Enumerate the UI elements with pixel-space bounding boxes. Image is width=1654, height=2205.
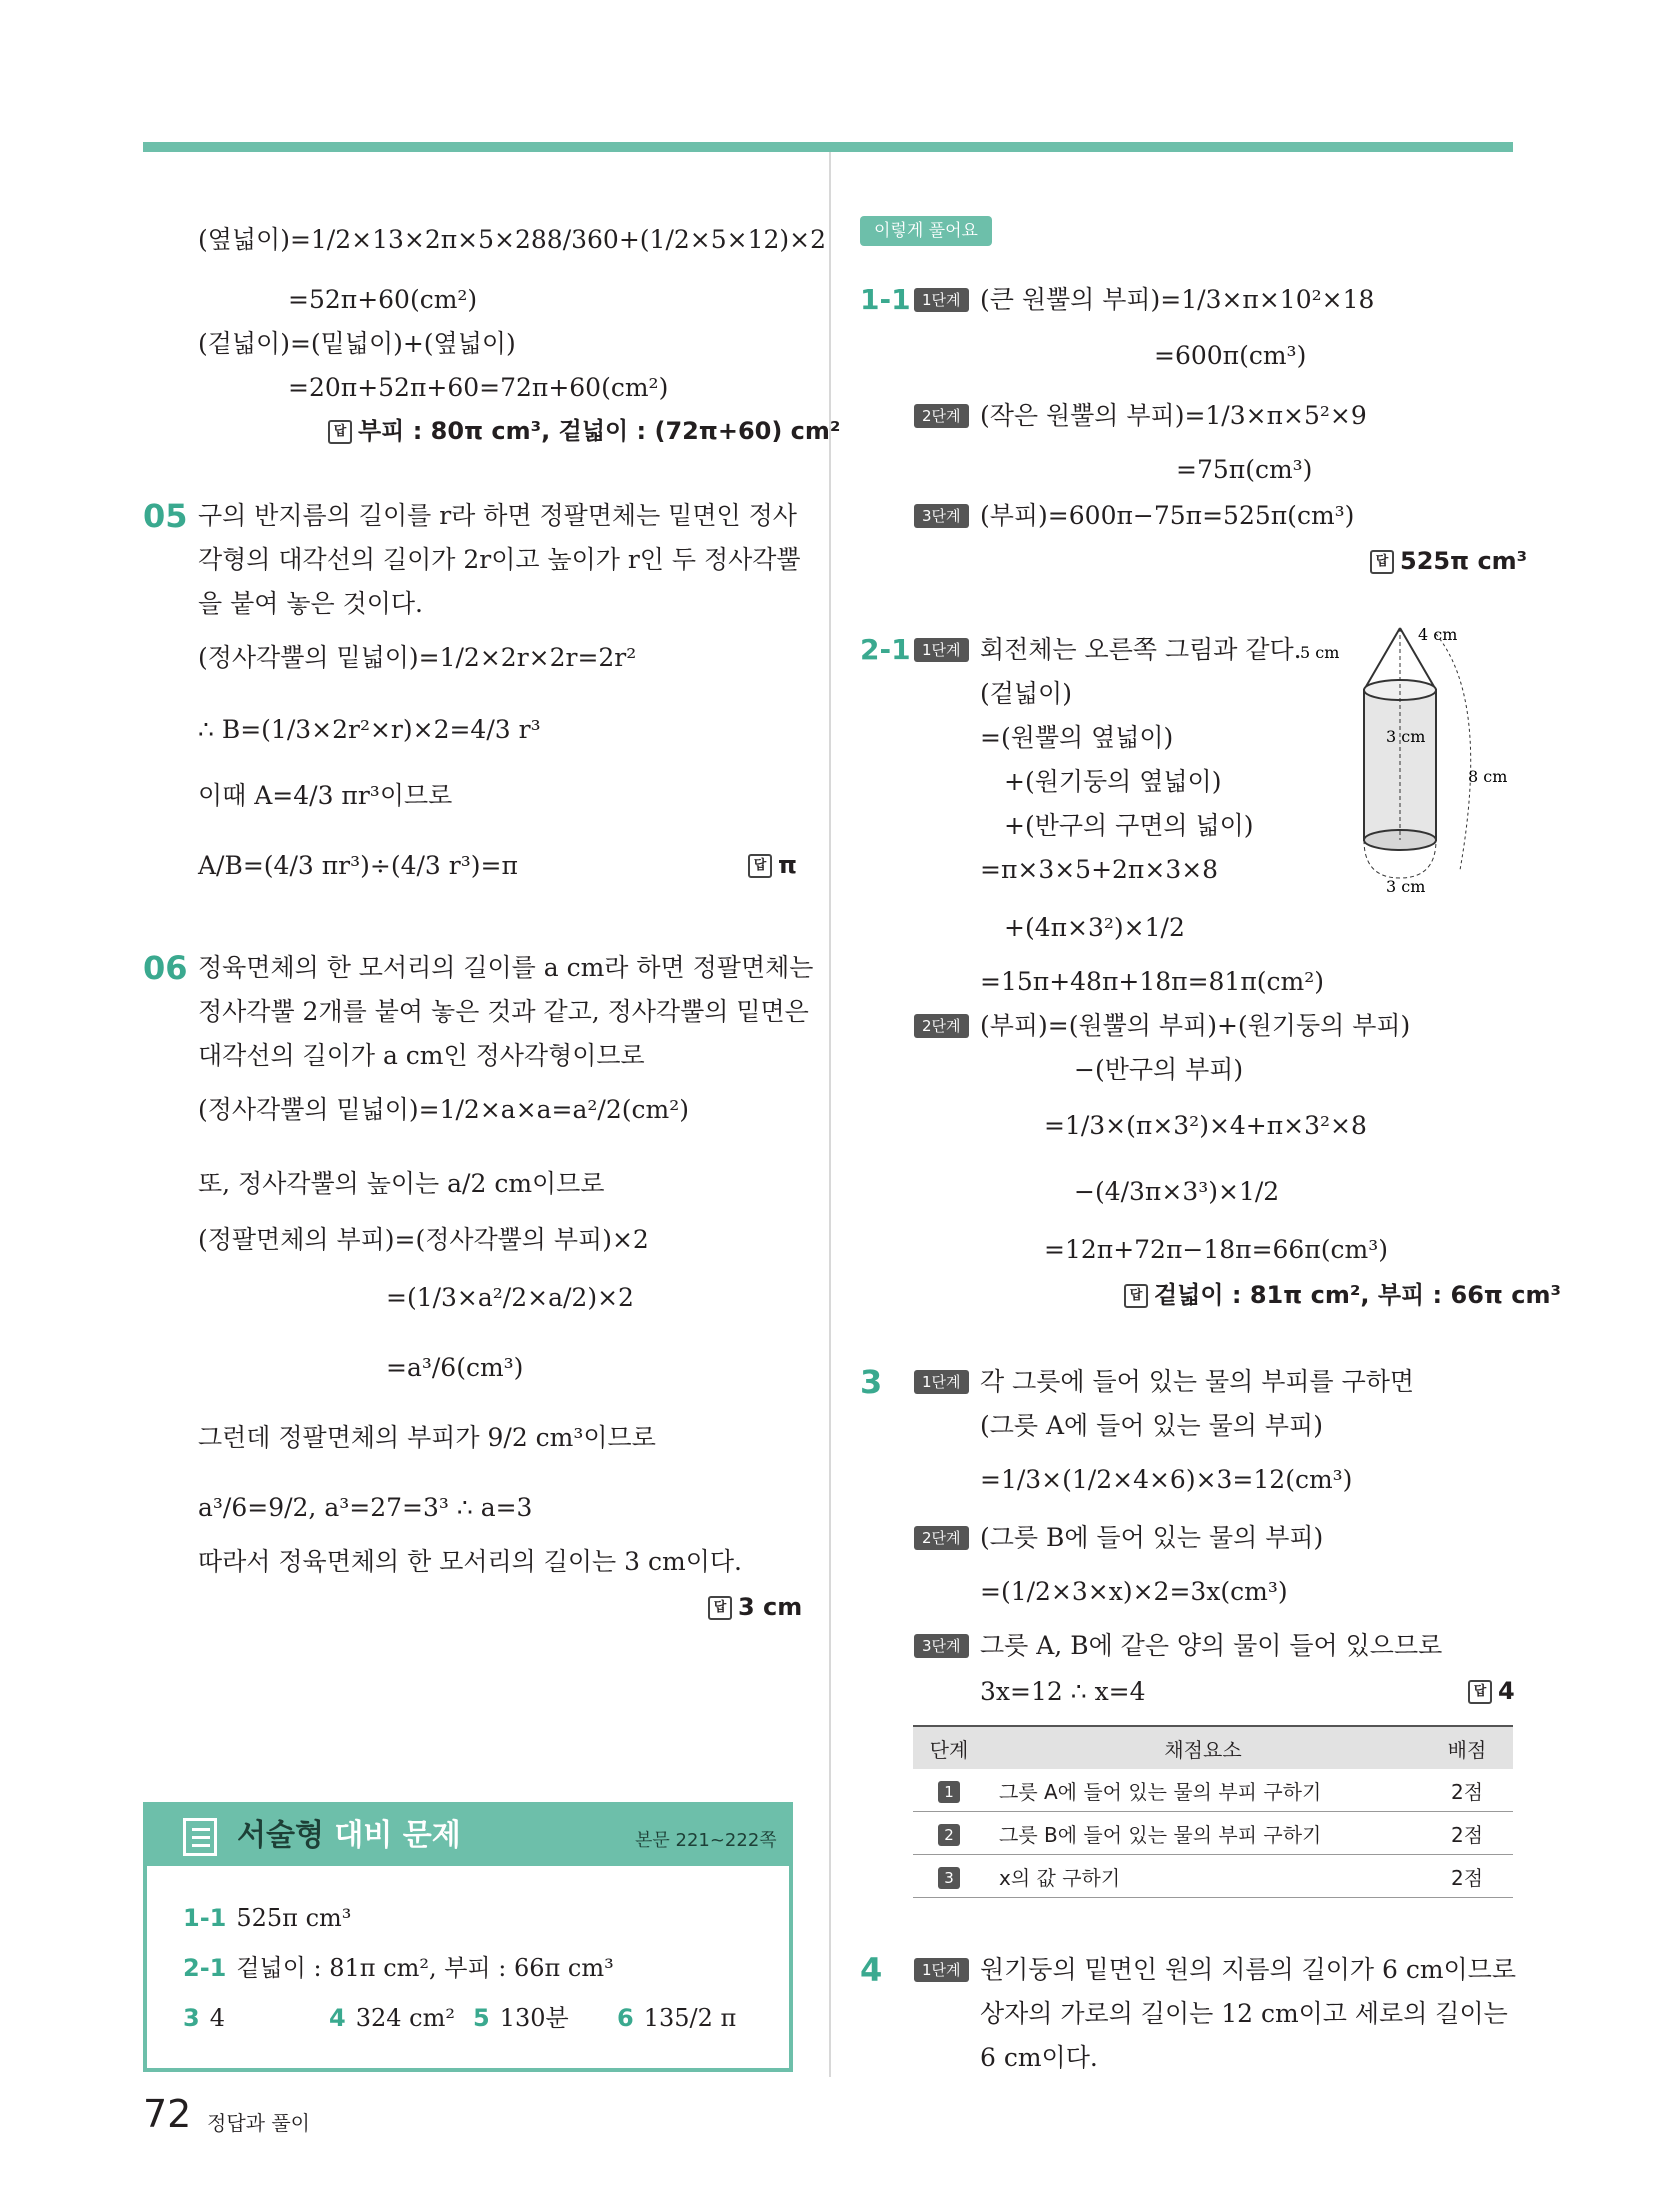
cylinder-top [1364,680,1436,700]
top-accent-bar [143,142,1513,152]
points: 2점 [1421,1769,1513,1812]
p06-line-3: 대각선의 길이가 a cm인 정사각형이므로 [198,1041,645,1070]
q21-line-6: =π×3×5+2π×3×8 [980,855,1219,884]
scoring-table [913,1725,1513,1898]
q21-line-5: +(반구의 구면의 넓이) [1004,811,1254,840]
box-row-3: 3 4 [183,2004,225,2032]
left-line-2: =52π+60(cm²) [288,285,478,314]
step-2-tag: 2단계 [914,1014,969,1038]
answer-icon: 답 [328,420,352,444]
q3-line-6: 그릇 A, B에 같은 양의 물이 들어 있으므로 [980,1631,1443,1660]
q21-line-12: −(4/3π×3³)×1/2 [1074,1177,1280,1206]
p05-line-3: 을 붙여 놓은 것이다. [198,589,423,618]
q11-line-1: (큰 원뿔의 부피)=1/3×π×10²×18 [980,285,1375,314]
problem-06-number: 06 [143,949,188,987]
q11-line-4: =75π(cm³) [1176,455,1313,484]
q11-number: 1-1 [860,283,911,316]
header-criteria: 채점요소 [985,1726,1421,1769]
table-row [913,1812,1513,1855]
answer-icon: 답 [1468,1680,1492,1704]
box-row-6: 6 135/2 π [617,2004,737,2032]
label-5cm: 5 cm [1300,643,1340,662]
box-row-2: 2-1 겉넓이 : 81π cm², 부피 : 66π cm³ [183,1954,614,1982]
q4-number: 4 [860,1951,883,1989]
step-3-tag: 3단계 [914,504,969,528]
step-1-tag: 1단계 [914,288,969,312]
box-row-1: 1-1 525π cm³ [183,1904,352,1932]
q4-line-1: 원기둥의 밑면인 원의 지름의 길이가 6 cm이므로 [980,1955,1516,1984]
answer-q3: 답 4 [1468,1674,1515,1708]
page-number: 72 [143,2092,192,2136]
height-brace [1436,634,1471,870]
p06-line-5: 또, 정사각뿔의 높이는 a/2 cm이므로 [198,1169,605,1198]
left-line-4: =20π+52π+60=72π+60(cm²) [288,373,669,402]
box-header [147,1806,789,1866]
left-line-3: (겉넓이)=(밑넓이)+(옆넓이) [198,329,516,358]
table-header-row [913,1726,1513,1769]
p06-line-10: a³/6=9/2, a³=27=3³ ∴ a=3 [198,1493,533,1522]
points: 2점 [1421,1812,1513,1855]
checklist-icon [183,1818,217,1856]
label-3cm-top: 3 cm [1386,727,1426,746]
rotation-solid-figure [1300,620,1520,900]
answer-icon: 답 [1370,550,1394,574]
q21-line-10: −(반구의 부피) [1074,1055,1244,1084]
answer-icon: 답 [1124,1284,1148,1308]
q4-line-3: 6 cm이다. [980,2043,1098,2072]
q21-line-3: =(원뿔의 옆넓이) [980,723,1174,752]
q21-line-4: +(원기둥의 옆넓이) [1004,767,1222,796]
p06-line-1: 정육면체의 한 모서리의 길이를 a cm라 하면 정팔면체는 [198,953,814,982]
q3-line-3: =1/3×(1/2×4×6)×3=12(cm³) [980,1465,1353,1494]
label-3cm-bottom: 3 cm [1386,877,1426,896]
criteria-text: x의 값 구하기 [985,1855,1421,1898]
problem-05-number: 05 [143,497,188,535]
step-number: 1 [938,1781,960,1803]
label-4cm: 4 cm [1418,625,1458,644]
p05-line-2: 각형의 대각선의 길이가 2r이고 높이가 r인 두 정사각뿔 [198,545,801,574]
box-row-4: 4 324 cm² [329,2004,455,2032]
p06-line-8: =a³/6(cm³) [386,1353,524,1382]
q21-line-7: +(4π×3²)×1/2 [1004,913,1185,942]
q11-line-3: (작은 원뿔의 부피)=1/3×π×5²×9 [980,401,1367,430]
p05-line-4: (정사각뿔의 밑넓이)=1/2×2r×2r=2r² [198,643,637,672]
header-points: 배점 [1421,1726,1513,1769]
q11-line-2: =600π(cm³) [1154,341,1307,370]
step-3-tag: 3단계 [914,1634,969,1658]
p06-line-7: =(1/3×a²/2×a/2)×2 [386,1283,634,1312]
step-1-tag: 1단계 [914,1370,969,1394]
solution-header-tag: 이렇게 풀어요 [860,216,992,246]
q3-line-7: 3x=12 ∴ x=4 [980,1677,1146,1706]
p06-line-4: (정사각뿔의 밑넓이)=1/2×a×a=a²/2(cm²) [198,1095,689,1124]
p06-line-6: (정팔면체의 부피)=(정사각뿔의 부피)×2 [198,1225,649,1254]
answer-04: 답 부피 : 80π cm³, 겉넓이 : (72π+60) cm² [328,414,840,448]
answer-06: 답 3 cm [708,1590,802,1624]
header-step: 단계 [913,1726,985,1769]
label-8cm: 8 cm [1468,767,1508,786]
q3-line-2: (그릇 A에 들어 있는 물의 부피) [980,1411,1323,1440]
p05-line-6: 이때 A=4/3 πr³이므로 [198,781,453,810]
q21-line-11: =1/3×(π×3²)×4+π×3²×8 [1044,1111,1367,1140]
q4-line-2: 상자의 가로의 길이는 12 cm이고 세로의 길이는 [980,1999,1508,2028]
step-number: 3 [938,1867,960,1889]
criteria-text: 그릇 B에 들어 있는 물의 부피 구하기 [985,1812,1421,1855]
q21-line-1: 회전체는 오른쪽 그림과 같다. [980,635,1302,664]
q21-number: 2-1 [860,633,911,666]
box-row-5: 5 130분 [473,2004,569,2032]
answer-icon: 답 [748,854,772,878]
q21-line-2: (겉넓이) [980,679,1072,708]
box-title: 서술형 대비 문제 [237,1818,461,1853]
step-1-tag: 1단계 [914,1958,969,1982]
q3-line-5: =(1/2×3×x)×2=3x(cm³) [980,1577,1288,1606]
answer-icon: 답 [708,1596,732,1620]
answer-q21: 답 겉넓이 : 81π cm², 부피 : 66π cm³ [1124,1278,1561,1312]
table-row [913,1769,1513,1812]
step-2-tag: 2단계 [914,404,969,428]
step-2-tag: 2단계 [914,1526,969,1550]
p06-line-2: 정사각뿔 2개를 붙여 놓은 것과 같고, 정사각뿔의 밑면은 [198,997,809,1026]
box-page-reference: 본문 221~222쪽 [635,1830,777,1851]
q3-number: 3 [860,1363,883,1401]
p05-line-5: ∴ B=(1/3×2r²×r)×2=4/3 r³ [198,715,541,744]
q21-line-13: =12π+72π−18π=66π(cm³) [1044,1235,1388,1264]
p06-line-11: 따라서 정육면체의 한 모서리의 길이는 3 cm이다. [198,1547,742,1576]
q3-line-1: 각 그릇에 들어 있는 물의 부피를 구하면 [980,1367,1415,1396]
points: 2점 [1421,1855,1513,1898]
criteria-text: 그릇 A에 들어 있는 물의 부피 구하기 [985,1769,1421,1812]
p06-line-9: 그런데 정팔면체의 부피가 9/2 cm³이므로 [198,1423,656,1452]
q21-line-9: (부피)=(원뿔의 부피)+(원기둥의 부피) [980,1011,1411,1040]
table-row [913,1855,1513,1898]
footer-label: 정답과 풀이 [207,2111,310,2135]
p05-line-1: 구의 반지름의 길이를 r라 하면 정팔면체는 밑면인 정사 [198,501,797,530]
p05-line-7: A/B=(4/3 πr³)÷(4/3 r³)=π [198,851,518,880]
answer-q11: 답 525π cm³ [1370,544,1527,578]
step-1-tag: 1단계 [914,638,969,662]
answer-05: 답 π [748,848,797,882]
q3-line-4: (그릇 B에 들어 있는 물의 부피) [980,1523,1324,1552]
step-number: 2 [938,1824,960,1846]
q11-line-5: (부피)=600π−75π=525π(cm³) [980,501,1355,530]
descriptive-answers-box [143,1802,793,2072]
q21-line-8: =15π+48π+18π=81π(cm²) [980,967,1324,996]
left-line-1: (옆넓이)=1/2×13×2π×5×288/360+(1/2×5×12)×2 [198,225,826,254]
